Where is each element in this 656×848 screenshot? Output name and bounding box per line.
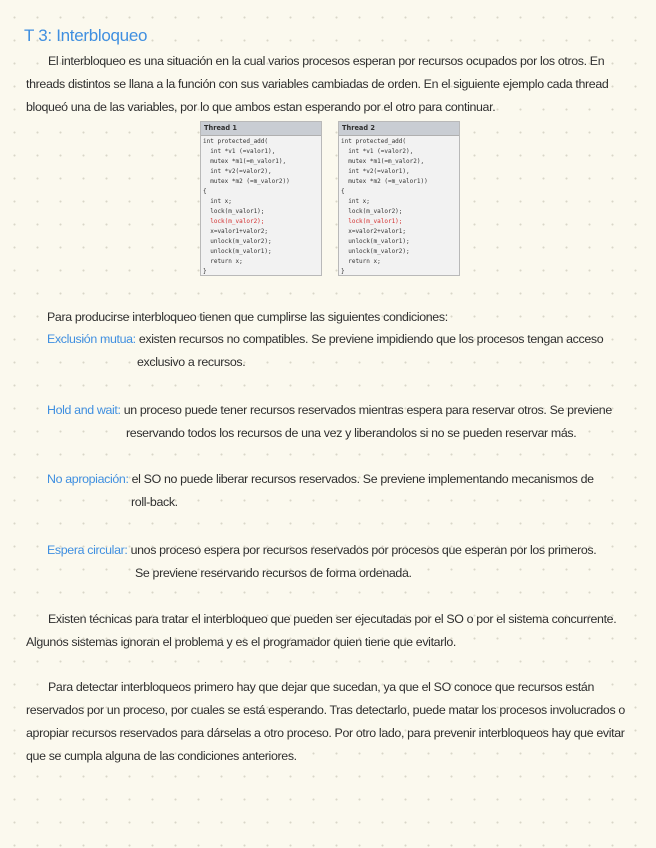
code-line: int x;: [341, 198, 370, 205]
page-title: T 3: Interbloqueo: [24, 26, 148, 45]
thread1-code: [201, 136, 321, 278]
code-line: {: [341, 188, 345, 195]
code-line: unlock(m_valor2);: [203, 238, 272, 245]
code-line: }: [341, 268, 345, 275]
condition-text: unos proceso espera por recursos reservados por procesos que esperan por los primeros.: [127, 543, 597, 557]
condition-text: existen recursos no compatibles. Se previene impidiendo que los procesos tengan acceso: [135, 332, 604, 346]
condition-item: [47, 399, 637, 445]
code-line: unlock(m_valor1);: [203, 248, 272, 255]
conditions-intro: Para producirse interbloqueo tienen que cumplirse las siguientes condiciones:: [47, 310, 448, 324]
code-line: mutex *m1(=m_valor1),: [203, 158, 287, 165]
condition-term: No apropiación:: [47, 472, 129, 486]
code-line: lock(m_valor2);: [203, 218, 265, 225]
code-line: x=valor2+valor1;: [341, 228, 407, 235]
code-line: int x;: [203, 198, 232, 205]
code-line: }: [203, 268, 207, 275]
code-line: mutex *m2 (=m_valor1)): [341, 178, 428, 185]
condition-text-continued: Se previene reservando recursos de forma ordenada.: [135, 566, 412, 580]
thread2-code: [339, 136, 459, 278]
condition-item: [47, 328, 637, 374]
condition-text: el SO no puede liberar recursos reservados. Se previene implementando mecanismos de: [128, 472, 594, 486]
condition-term: Hold and wait:: [47, 403, 121, 417]
thread1-code-box: [200, 121, 322, 276]
code-line: int *v2(=valor1),: [341, 168, 410, 175]
intro-paragraph: El interbloqueo es una situación en la cual varios procesos esperan por recursos ocupados por los otros. En threads distintos se llana a la función con sus variables cambiadas de orden. En el siguiente ejemplo cada thread bloqueó una de las variables, por lo que ambos estan esperando por el otro para continuar.: [26, 54, 609, 114]
condition-item: [47, 539, 637, 585]
condition-item: [47, 468, 637, 514]
detection-paragraph: Para detectar interbloqueos primero hay que dejar que sucedan, ya que el SO conoce que recursos están reservados por un proceso, por cuales se está esperando. Tras detectarlo, puede matar los procesos involucrados o apropiar recursos reservados para dárselas a otro proceso. Por otro lado, para prevenir interbloqueos hay que evitar que se cumpla alguna de las condiciones anteriores.: [26, 680, 625, 763]
code-line: lock(m_valor1);: [341, 218, 403, 225]
code-line: int protected_add(: [203, 138, 269, 145]
code-line: return x;: [341, 258, 381, 265]
condition-text-continued: exclusivo a recursos.: [137, 355, 246, 369]
code-line: {: [203, 188, 207, 195]
code-example: [200, 121, 462, 278]
code-line: x=valor1+valor2;: [203, 228, 269, 235]
thread1-header: Thread 1: [201, 122, 321, 136]
code-line: unlock(m_valor2);: [341, 248, 410, 255]
thread2-header: Thread 2: [339, 122, 459, 136]
condition-term: Exclusión mutua:: [47, 332, 136, 346]
code-line: unlock(m_valor1);: [341, 238, 410, 245]
code-line: int protected_add(: [341, 138, 407, 145]
condition-term: Espera circular:: [47, 543, 128, 557]
code-line: mutex *m1(=m_valor2),: [341, 158, 425, 165]
code-line: int *v1 (=valor1),: [203, 148, 276, 155]
thread2-code-box: [338, 121, 460, 276]
code-line: int *v2(=valor2),: [203, 168, 272, 175]
techniques-paragraph: Existen técnicas para tratar el interbloqueo que pueden ser ejecutadas por el SO o por el sistema concurrente. Algunos sistemas ignoran el problema y es el programador quien tiene que evitarlo.: [26, 612, 617, 649]
condition-text-continued: roll-back.: [131, 495, 178, 509]
code-line: mutex *m2 (=m_valor2)): [203, 178, 290, 185]
code-line: int *v1 (=valor2),: [341, 148, 414, 155]
condition-text: un proceso puede tener recursos reservados mientras espera para reservar otros. Se previene: [120, 403, 612, 417]
code-line: return x;: [203, 258, 243, 265]
code-line: lock(m_valor1);: [203, 208, 265, 215]
condition-text-continued: reservando todos los recursos de una vez y liberandolos si no se pueden reservar más.: [126, 426, 577, 440]
code-line: lock(m_valor2);: [341, 208, 403, 215]
